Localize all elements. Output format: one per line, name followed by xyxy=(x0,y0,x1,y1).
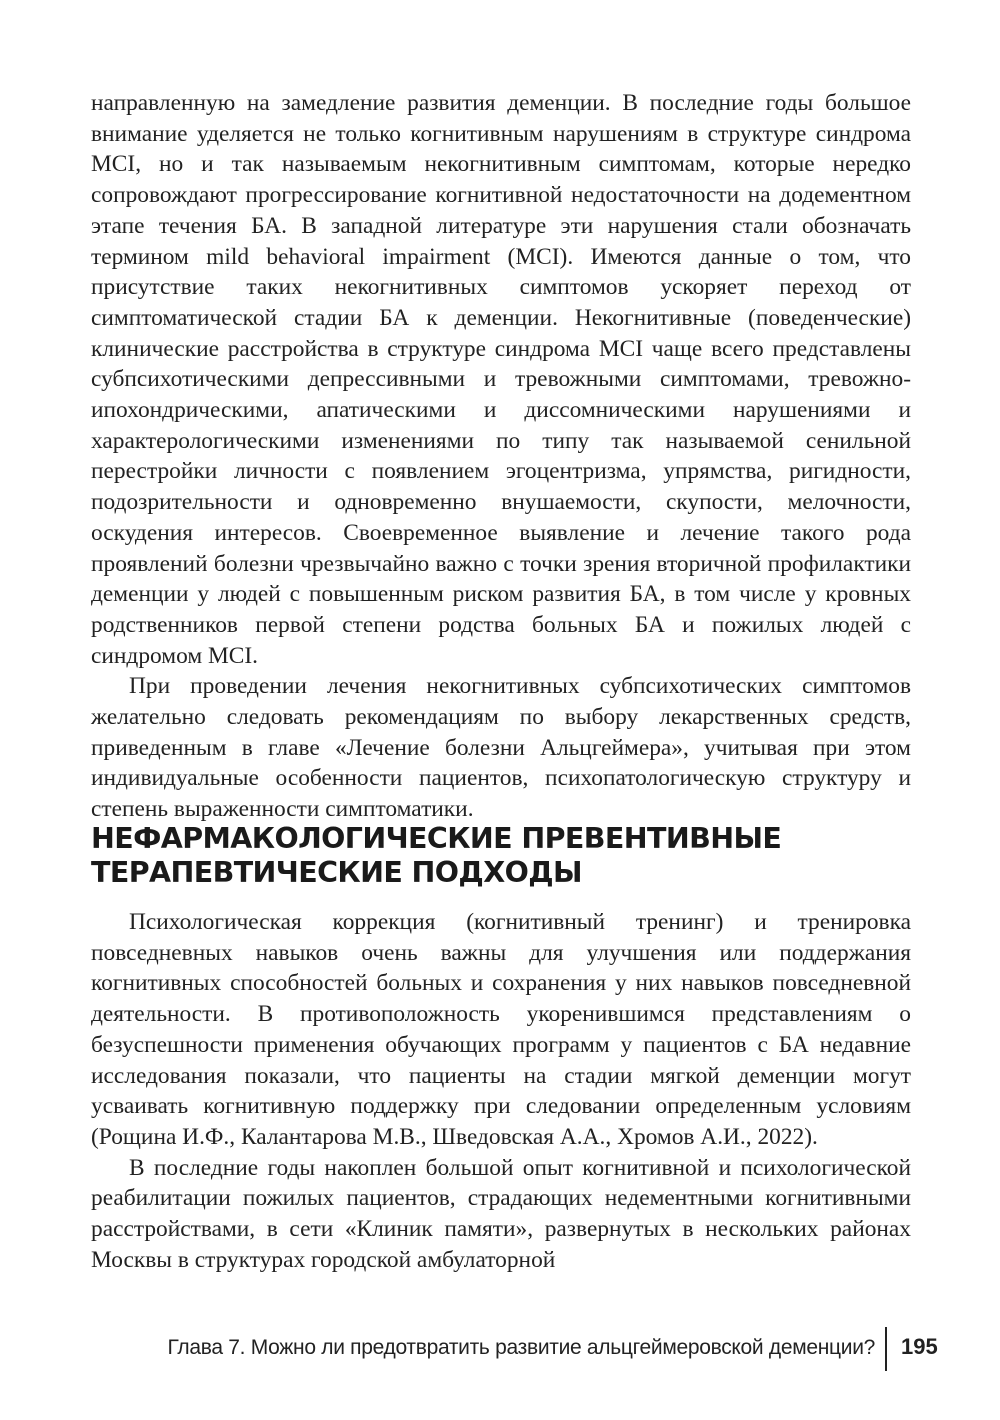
running-footer xyxy=(0,1327,1000,1371)
paragraph: направленную на замедление развития деменции. В последние годы большое внимание уделяется не только когнитивным нарушениям в структуре синдрома MCI, но и так называемым некогнитивным симптомам, которые нередко сопровождают прогрессирование когнитивной недостаточности на додементном этапе течения БА. В западной литературе эти нарушения стали обозначать термином mild behavioral impairment (MCI). Имеются данные о том, что присутствие таких некогнитивных симптомов ускоряет переход от симптоматической стадии БА к деменции. Некогнитивные (поведенческие) клинические расстройства в структуре синдрома MCI чаще всего представлены субпсихотическими депрессивными и тревожными симптомами, тревожно-ипохондрическими, апатическими и диссомническими нарушениями и характерологическими изменениями по типу так называемой сенильной перестройки личности с появлением эгоцентризма, упрямства, ригидности, подозрительности и одновременно внушаемости, скупости, мелочности, оскудения интересов. Своевременное выявление и лечение такого рода проявлений болезни чрезвычайно важно с точки зрения вторичной профилактики деменции у людей с повышенным риском развития БА, в том числе у кровных родственников первой степени родства больных БА и пожилых людей с синдромом MCI. xyxy=(91,90,911,669)
paragraph: В последние годы накоплен большой опыт когнитивной и психологической реабилитации пожилых пациентов, страдающих недементными когнитивными расстройствами, в сети «Клиник памяти», развернутых в нескольких районах Москвы в структурах городской амбулаторной xyxy=(91,1154,911,1273)
body-text-top xyxy=(91,88,911,825)
page-number: 195 xyxy=(901,1334,938,1359)
section-heading-line: НЕФАРМАКОЛОГИЧЕСКИЕ ПРЕВЕНТИВНЫЕ xyxy=(91,822,782,855)
chapter-title: Глава 7. Можно ли предотвратить развитие альцгеймеровской деменции? xyxy=(167,1336,875,1359)
paragraph: Психологическая коррекция (когнитивный тренинг) и тренировка повседневных навыков очень важны для улучшения или поддержания когнитивных способностей больных и сохранения у них навыков повседневной деятельности. В противоположность укоренившимся представлениям о безуспешности применения обучающих программ у пациентов с БА недавние исследования показали, что пациенты на стадии мягкой деменции могут усваивать когнитивную поддержку при следовании определенным условиям (Рощина И.Ф., Калантарова М.В., Шведовская А.А., Хромов А.И., 2022). xyxy=(91,909,911,1150)
paragraph: При проведении лечения некогнитивных субпсихотических симптомов желательно следовать рекомендациям по выбору лекарственных средств, приведенным в главе «Лечение болезни Альцгеймера», учитывая при этом индивидуальные особенности пациентов, психопатологическую структуру и степень выраженности симптоматики. xyxy=(91,673,911,823)
section-heading-line: ТЕРАПЕВТИЧЕСКИЕ ПОДХОДЫ xyxy=(91,856,582,889)
body-text-section xyxy=(91,907,911,1275)
section-heading xyxy=(91,822,911,890)
footer-divider xyxy=(885,1327,887,1371)
